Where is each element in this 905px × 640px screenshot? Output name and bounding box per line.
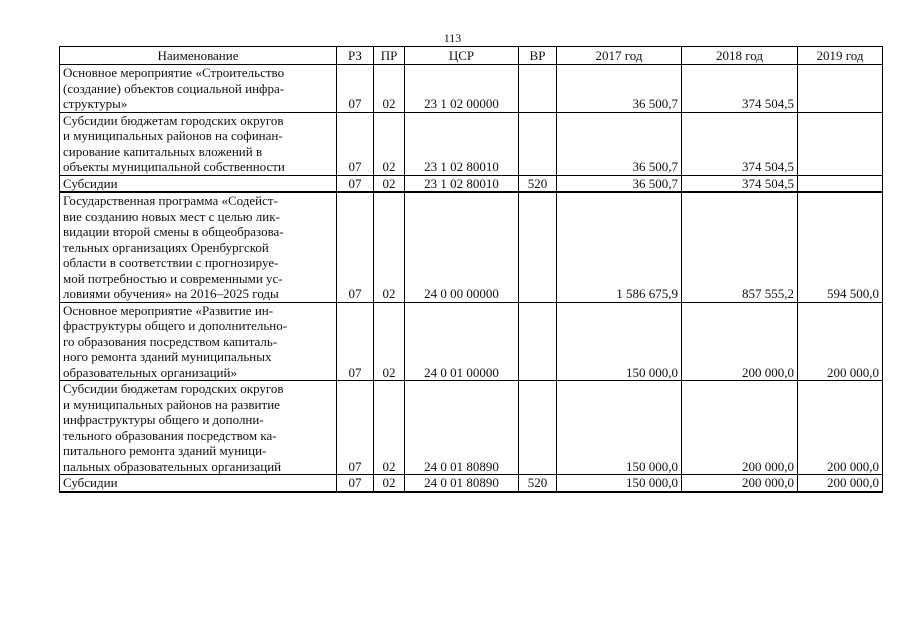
row-csr: 23 1 02 80010 bbox=[405, 112, 519, 175]
row-pr: 02 bbox=[374, 175, 405, 192]
row-vr bbox=[519, 381, 557, 475]
table-row bbox=[60, 192, 883, 302]
row-pr: 02 bbox=[374, 65, 405, 113]
table-row bbox=[60, 175, 883, 192]
row-2018: 200 000,0 bbox=[682, 302, 798, 381]
row-name: Субсидии bbox=[60, 475, 337, 492]
row-2018: 200 000,0 bbox=[682, 475, 798, 492]
header-name: Наименование bbox=[60, 47, 337, 65]
row-name: Основное мероприятие «Строительство (создание) объектов социальной инфра- структуры» bbox=[60, 65, 337, 113]
page-number: 113 bbox=[443, 31, 462, 45]
row-2017: 150 000,0 bbox=[557, 475, 682, 492]
row-2018: 374 504,5 bbox=[682, 112, 798, 175]
row-2019 bbox=[798, 112, 883, 175]
row-pr: 02 bbox=[374, 302, 405, 381]
row-vr bbox=[519, 65, 557, 113]
row-2018: 374 504,5 bbox=[682, 175, 798, 192]
table-header-row bbox=[60, 47, 883, 65]
row-csr: 23 1 02 00000 bbox=[405, 65, 519, 113]
row-csr: 24 0 01 80890 bbox=[405, 475, 519, 492]
row-vr bbox=[519, 302, 557, 381]
row-csr: 24 0 01 00000 bbox=[405, 302, 519, 381]
row-2018: 374 504,5 bbox=[682, 65, 798, 113]
row-rz: 07 bbox=[337, 381, 374, 475]
row-2019: 200 000,0 bbox=[798, 381, 883, 475]
row-name: Субсидии бюджетам городских округов и муниципальных районов на софинан- сирование капитальных вложений в объекты муниципальной собственности bbox=[60, 112, 337, 175]
row-pr: 02 bbox=[374, 475, 405, 492]
row-name: Субсидии бюджетам городских округов и муниципальных районов на развитие инфраструктуры общего и дополни- тельного образования посредством ка- питального ремонта зданий муници- пальных образовательных организаций bbox=[60, 381, 337, 475]
header-2017: 2017 год bbox=[557, 47, 682, 65]
row-rz: 07 bbox=[337, 112, 374, 175]
row-2017: 1 586 675,9 bbox=[557, 192, 682, 302]
table-row bbox=[60, 475, 883, 492]
row-2019: 200 000,0 bbox=[798, 302, 883, 381]
table-row bbox=[60, 381, 883, 475]
header-rz: РЗ bbox=[337, 47, 374, 65]
row-name: Субсидии bbox=[60, 175, 337, 192]
table-row bbox=[60, 65, 883, 113]
row-pr: 02 bbox=[374, 192, 405, 302]
header-pr: ПР bbox=[374, 47, 405, 65]
row-vr: 520 bbox=[519, 175, 557, 192]
row-2018: 857 555,2 bbox=[682, 192, 798, 302]
row-2017: 36 500,7 bbox=[557, 175, 682, 192]
row-2017: 150 000,0 bbox=[557, 302, 682, 381]
row-2018: 200 000,0 bbox=[682, 381, 798, 475]
row-2017: 36 500,7 bbox=[557, 112, 682, 175]
header-vr: ВР bbox=[519, 47, 557, 65]
row-vr: 520 bbox=[519, 475, 557, 492]
row-name: Государственная программа «Содейст- вие созданию новых мест с целью лик- видации второй смены в общеобразова- тельных организациях Оренбургской области в соответствии с прогнозируе- мой потребностью и современными ус- ловиями обучения» на 2016–2025 годы bbox=[60, 192, 337, 302]
row-pr: 02 bbox=[374, 112, 405, 175]
row-csr: 24 0 00 00000 bbox=[405, 192, 519, 302]
row-csr: 23 1 02 80010 bbox=[405, 175, 519, 192]
row-rz: 07 bbox=[337, 192, 374, 302]
table-row bbox=[60, 112, 883, 175]
row-csr: 24 0 01 80890 bbox=[405, 381, 519, 475]
row-2019 bbox=[798, 175, 883, 192]
row-2017: 36 500,7 bbox=[557, 65, 682, 113]
row-rz: 07 bbox=[337, 475, 374, 492]
row-pr: 02 bbox=[374, 381, 405, 475]
row-rz: 07 bbox=[337, 175, 374, 192]
row-2019 bbox=[798, 65, 883, 113]
header-2019: 2019 год bbox=[798, 47, 883, 65]
row-rz: 07 bbox=[337, 302, 374, 381]
row-2017: 150 000,0 bbox=[557, 381, 682, 475]
budget-table bbox=[59, 46, 883, 493]
row-rz: 07 bbox=[337, 65, 374, 113]
row-vr bbox=[519, 192, 557, 302]
table-row bbox=[60, 302, 883, 381]
header-csr: ЦСР bbox=[405, 47, 519, 65]
row-2019: 200 000,0 bbox=[798, 475, 883, 492]
header-2018: 2018 год bbox=[682, 47, 798, 65]
row-2019: 594 500,0 bbox=[798, 192, 883, 302]
row-name: Основное мероприятие «Развитие ин- фраструктуры общего и дополнительно- го образования посредством капиталь- ного ремонта зданий муниципальных образовательных организаций» bbox=[60, 302, 337, 381]
row-vr bbox=[519, 112, 557, 175]
